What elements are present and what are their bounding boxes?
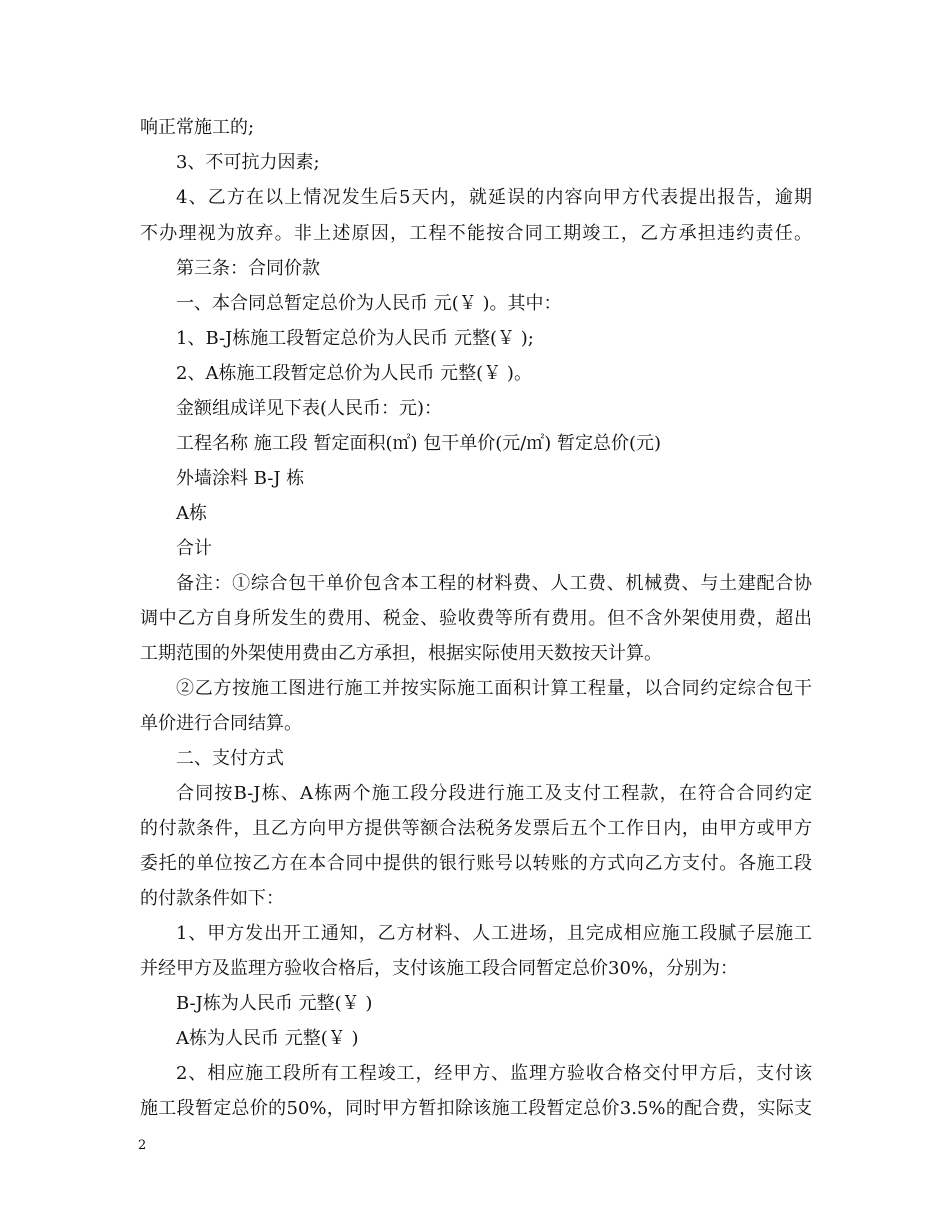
page-number: 2 bbox=[138, 1138, 147, 1153]
text-line: 4、乙方在以上情况发生后5天内，就延误的内容向甲方代表提出报告，逾期 bbox=[176, 187, 812, 208]
text-line: 2、相应施工段所有工程竣工，经甲方、监理方验收合格交付甲方后，支付该 bbox=[176, 1063, 812, 1084]
text-line: 1、甲方发出开工通知，乙方材料、人工进场，且完成相应施工段腻子层施工 bbox=[176, 923, 812, 944]
table-header-line: 工程名称 施工段 暂定面积(㎡) 包干单价(元/㎡) 暂定总价(元) bbox=[176, 433, 662, 454]
text-line: 一、本合同总暂定总价为人民币 元(￥ )。其中： bbox=[176, 293, 562, 314]
text-line: 并经甲方及监理方验收合格后，支付该施工段合同暂定总价30%，分别为： bbox=[140, 958, 739, 979]
text-line: 2、A栋施工段暂定总价为人民币 元整(￥ )。 bbox=[176, 363, 532, 384]
text-line: 不办理视为放弃。非上述原因，工程不能按合同工期竣工，乙方承担违约责任。 bbox=[140, 223, 812, 244]
text-line: 委托的单位按乙方在本合同中提供的银行账号以转账的方式向乙方支付。各施工段 bbox=[140, 853, 812, 874]
text-line: 1、B-J栋施工段暂定总价为人民币 元整(￥ ); bbox=[176, 328, 534, 349]
text-line: 的付款条件如下： bbox=[140, 888, 284, 909]
text-line: 备注：①综合包干单价包含本工程的材料费、人工费、机械费、与土建配合协 bbox=[176, 573, 812, 594]
section-heading: 第三条：合同价款 bbox=[176, 258, 320, 279]
text-line: 单价进行合同结算。 bbox=[140, 713, 302, 734]
text-line: ②乙方按施工图进行施工并按实际施工面积计算工程量，以合同约定综合包干 bbox=[176, 678, 812, 699]
text-line: 工期范围的外架使用费由乙方承担，根据实际使用天数按天计算。 bbox=[140, 643, 662, 664]
text-line: 响正常施工的; bbox=[140, 117, 255, 138]
text-line: B-J栋为人民币 元整(￥ ) bbox=[176, 993, 373, 1014]
table-row-line: 合计 bbox=[176, 538, 212, 559]
text-line: 施工段暂定总价的50%，同时甲方暂扣除该施工段暂定总价3.5%的配合费，实际支 bbox=[140, 1098, 812, 1119]
text-line: 调中乙方自身所发生的费用、税金、验收费等所有费用。但不含外架使用费，超出 bbox=[140, 608, 812, 629]
text-line: 金额组成详见下表(人民币：元)： bbox=[176, 398, 443, 419]
section-heading: 二、支付方式 bbox=[176, 748, 284, 769]
text-line: 合同按B-J栋、A栋两个施工段分段进行施工及支付工程款，在符合合同约定 bbox=[176, 783, 812, 804]
table-row-line: A栋 bbox=[176, 503, 207, 524]
text-line: 的付款条件，且乙方向甲方提供等额合法税务发票后五个工作日内，由甲方或甲方 bbox=[140, 818, 812, 839]
text-line: A栋为人民币 元整(￥ ) bbox=[176, 1028, 359, 1049]
table-row-line: 外墙涂料 B-J 栋 bbox=[176, 468, 305, 489]
text-line: 3、不可抗力因素; bbox=[176, 152, 320, 173]
